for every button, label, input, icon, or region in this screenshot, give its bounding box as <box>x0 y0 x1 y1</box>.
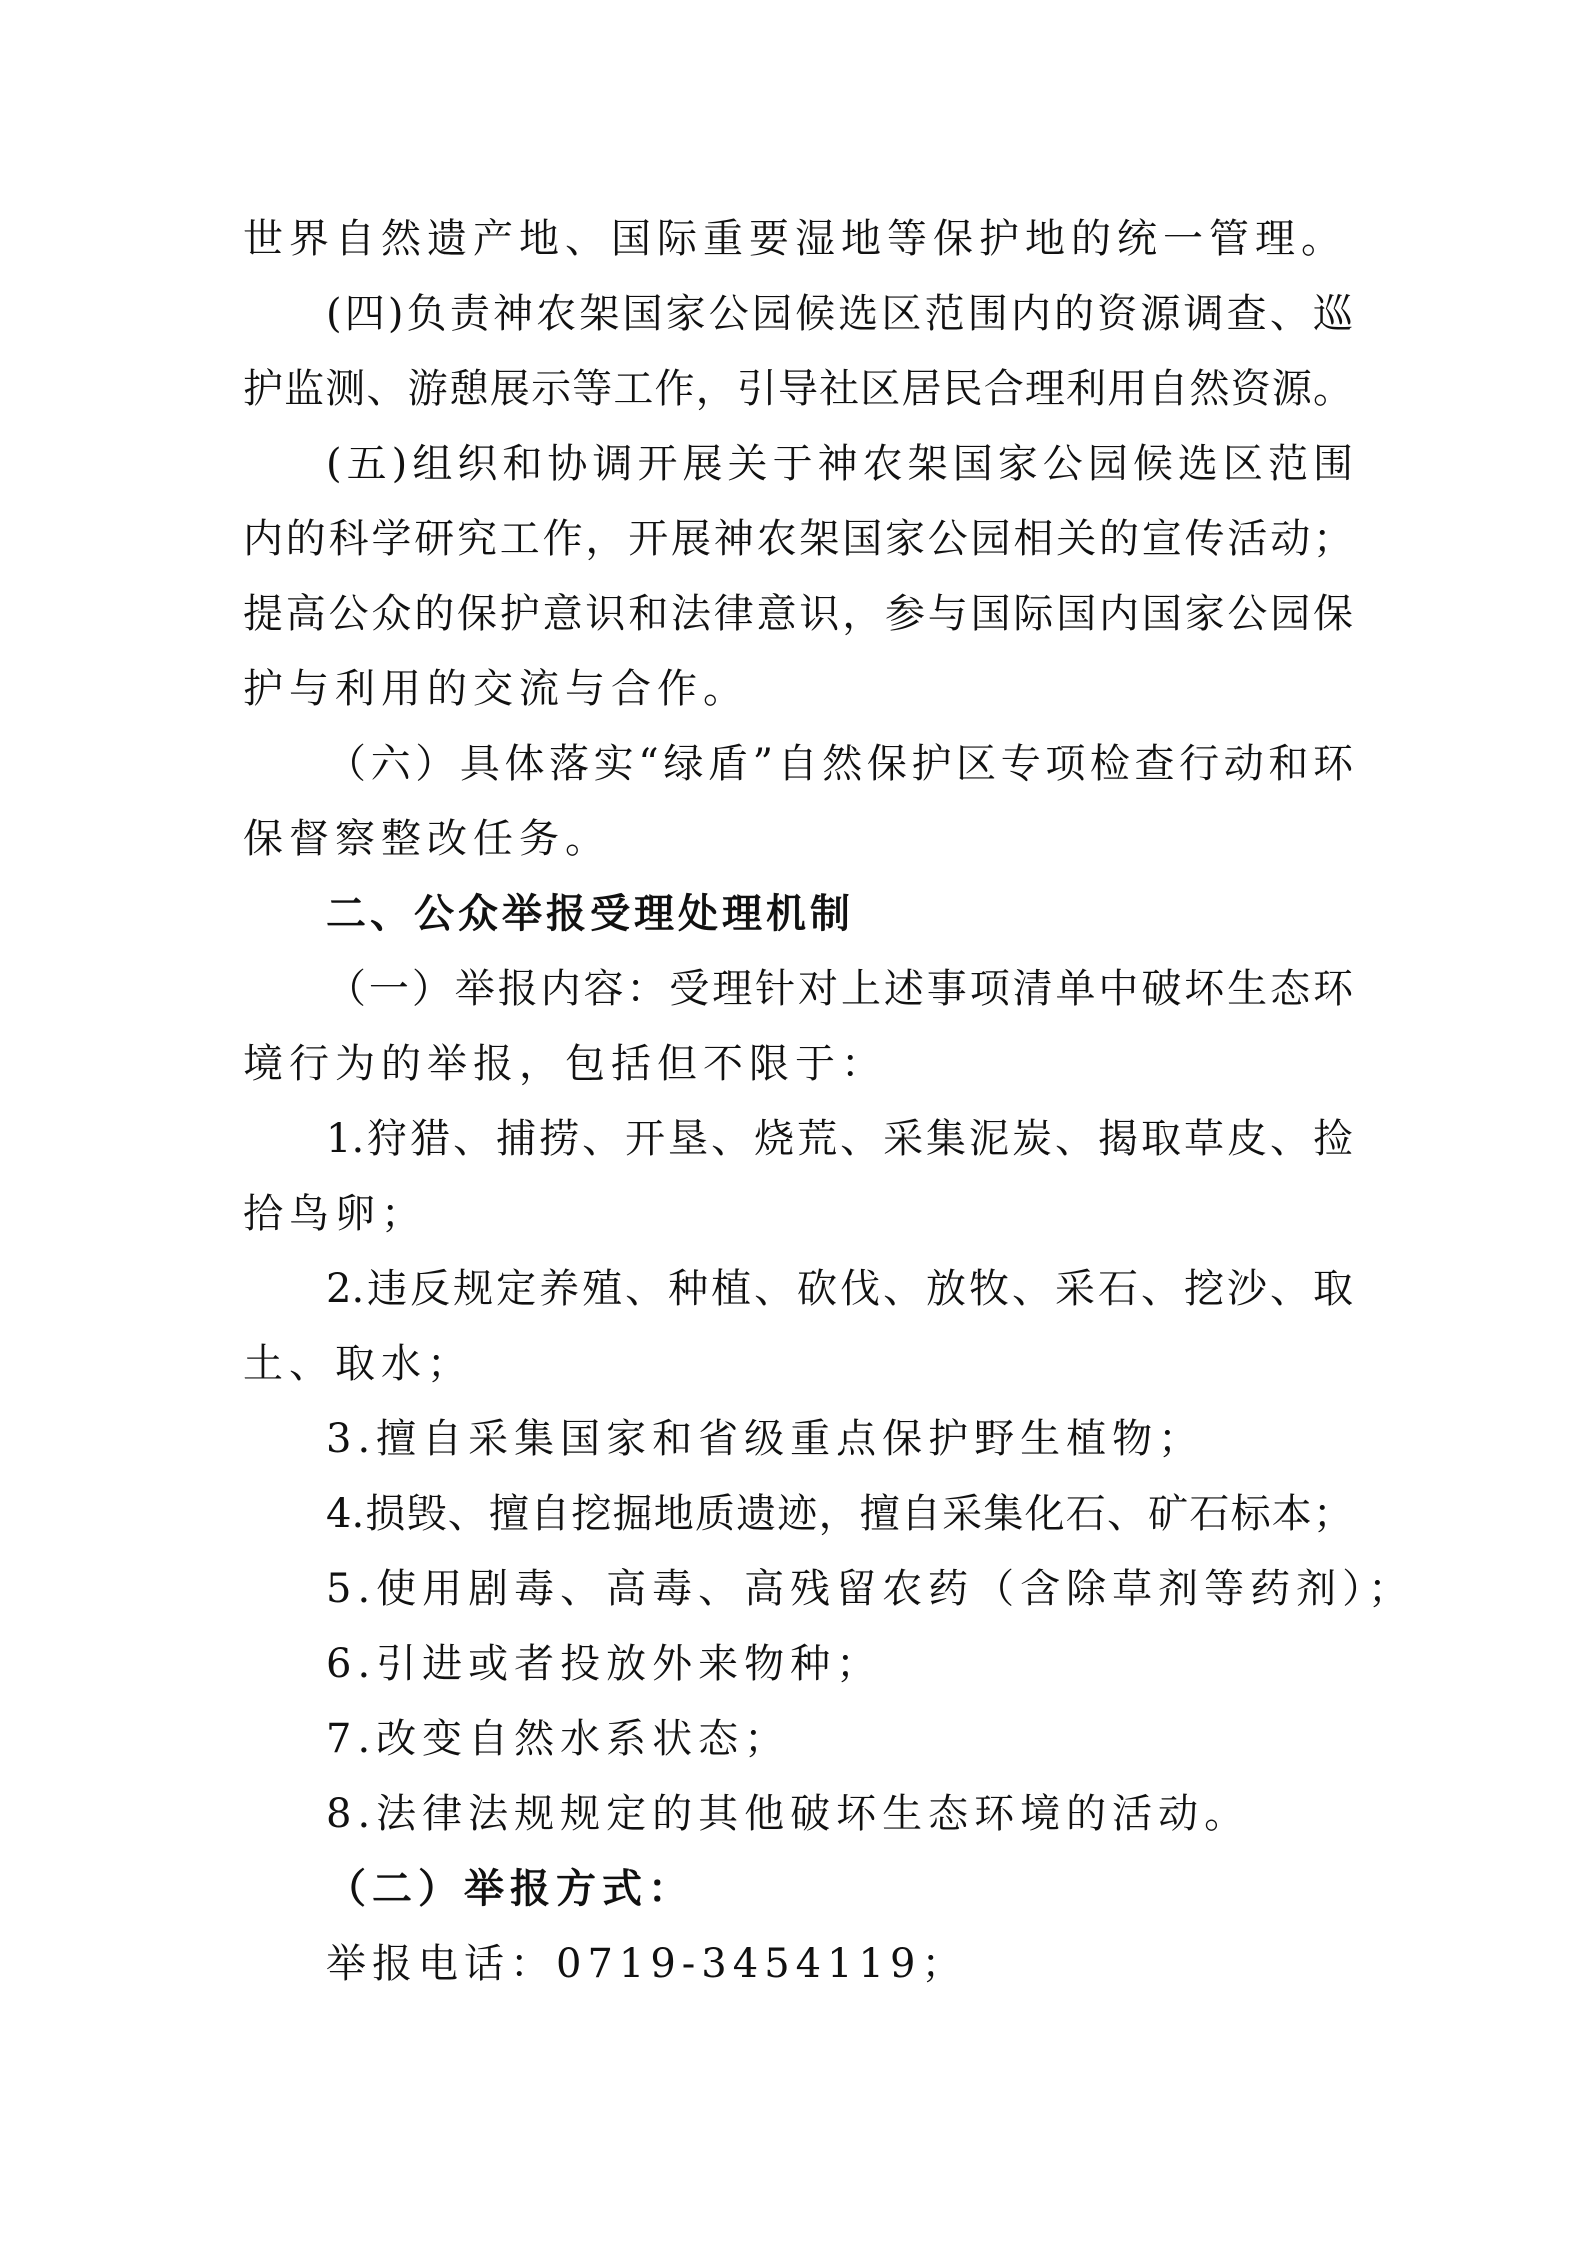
text-line-1: 世界自然遗产地、国际重要湿地等保护地的统一管理。 <box>243 216 1347 262</box>
text-line-11: （一）举报内容：受理针对上述事项清单中破坏生态环 <box>326 966 1353 1012</box>
text-line-14: 拾鸟卵； <box>243 1191 427 1237</box>
text-line-19: 5.使用剧毒、高毒、高残留农药（含除草剂等药剂）； <box>326 1566 1415 1612</box>
text-line-9: 保督察整改任务。 <box>243 816 611 862</box>
text-line-15: 2.违反规定养殖、种植、砍伐、放牧、采石、挖沙、取 <box>326 1266 1353 1312</box>
text-line-23: （二）举报方式： <box>326 1865 694 1912</box>
text-line-6: 提高公众的保护意识和法律意识，参与国际国内国家公园保 <box>243 591 1353 637</box>
text-line-13: 1.狩猎、捕捞、开垦、烧荒、采集泥炭、揭取草皮、捡 <box>326 1116 1353 1162</box>
text-line-12: 境行为的举报，包括但不限于： <box>243 1041 887 1087</box>
text-line-21: 7.改变自然水系状态； <box>326 1716 791 1762</box>
section-heading: 二、公众举报受理处理机制 <box>326 891 854 937</box>
text-line-4: (五)组织和协调开展关于神农架国家公园候选区范围 <box>326 441 1353 487</box>
text-line-22: 8.法律法规规定的其他破坏生态环境的活动。 <box>326 1791 1251 1837</box>
text-line-17: 3.擅自采集国家和省级重点保护野生植物； <box>326 1416 1205 1462</box>
text-line-16: 土、取水； <box>243 1341 473 1387</box>
text-line-20: 6.引进或者投放外来物种； <box>326 1641 883 1687</box>
text-line-2: (四)负责神农架国家公园候选区范围内的资源调查、巡 <box>326 291 1353 337</box>
text-line-3: 护监测、游憩展示等工作，引导社区居民合理利用自然资源。 <box>243 366 1353 412</box>
text-line-8: （六）具体落实“绿盾”自然保护区专项检查行动和环 <box>326 741 1353 787</box>
text-line-7: 护与利用的交流与合作。 <box>243 666 749 712</box>
text-line-5: 内的科学研究工作，开展神农架国家公园相关的宣传活动； <box>243 516 1353 562</box>
report-phone-line: 举报电话：0719-3454119； <box>326 1941 968 1987</box>
text-line-18: 4.损毁、擅自挖掘地质遗迹，擅自采集化石、矿石标本； <box>326 1491 1353 1537</box>
